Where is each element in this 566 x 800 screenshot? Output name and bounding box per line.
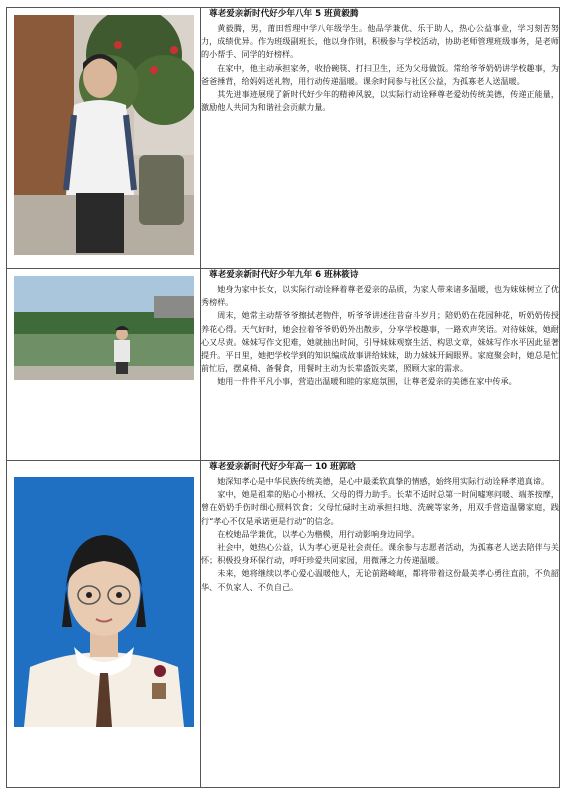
profile-text: [201, 269, 560, 461]
profile-paragraph: 她用一件件平凡小事，营造出温暖和睦的家庭氛围，让尊老爱亲的美德在家中传承。: [217, 376, 517, 387]
profile-photo: [14, 15, 194, 255]
profile-paragraph: 其先进事迹展现了新时代好少年的精神风貌，以实际行动诠释尊老爱幼传统美德，传递正能量，激励他人共同为和谐社会贡献力量。: [201, 89, 559, 113]
profile-paragraph: 在校她品学兼优，以孝心为楷模，用行动影响身边同学。: [217, 528, 420, 539]
profile-paragraph: 她身为家中长女，以实际行动诠释着尊老爱亲的品质，为家人带来诸多温暖，也为妹妹树立了优秀榜样。: [201, 284, 559, 308]
photo-cell: [7, 8, 201, 269]
profile-row: [7, 461, 560, 788]
profile-paragraph: 未来，她将继续以孝心爱心温暖他人，无论前路崎岖，都将带着这份最美孝心勇往直前，不负韶华、不负家人、不负自己。: [201, 568, 559, 592]
profile-paragraph: 家中，她是祖辈的贴心小棉袄、父母的得力助手。长辈不适时总第一时间嘘寒问暖、端茶按摩，曾在奶奶手伤时细心照料饮食；父母忙碌时主动承担扫地、洗碗等家务，用双手营造温馨家庭，践行“孝心不仅是承诺更是行动”的信念。: [201, 489, 559, 526]
profile-photo: [14, 477, 194, 727]
profile-paragraph: 黄毅腾，男，莆田哲理中学八年级学生。他品学兼优、乐于助人，热心公益事业，学习刻苦努力，成绩优异。作为班级副班长，他以身作则，积极参与学校活动，协助老师管理班级事务，是老师的小帮手、同学的好榜样。: [201, 23, 559, 60]
profile-paragraph: 在家中，他主动承担家务，收拾碗筷、打扫卫生，还为父母做饭。常给爷爷奶奶讲学校趣事，为爸爸捶背，给妈妈送礼物，用行动传递温暖。课余时间参与社区公益，为孤寡老人送温暖。: [201, 62, 559, 86]
profile-text: [201, 461, 560, 788]
profile-row: [7, 8, 560, 269]
profile-paragraph: 社会中，她热心公益，认为孝心更是社会责任。课余参与志愿者活动，为孤寡老人送去陪伴与关怀；积极投身环保行动，呼吁珍爱共同家园，用微薄之力传递温暖。: [201, 542, 559, 566]
profile-title: 尊老爱亲新时代好少年九年 6 班林筱诗: [209, 270, 359, 280]
profile-paragraph: 她深知孝心是中华民族传统美德，是心中最柔软真挚的情感，始终用实际行动诠释孝道真谛。: [217, 476, 550, 486]
profiles-table: [6, 7, 560, 788]
profile-paragraph: 周末，她常主动帮爷爷擦拭老物件，听爷爷讲述往昔奋斗岁月；陪奶奶在花园种花，听奶奶传授养花心得。天气好时，她会拉着爷爷奶奶外出散步，分享学校趣事，一路欢声笑语。对待妹妹，她耐心又尽责。妹妹写作文犯难，她就抽出时间，引导妹妹观察生活、构思文章，妹妹写作水平因此显著提升。平日里，她把学校学到的知识编成故事讲给妹妹，助力妹妹开阔眼界。家庭聚会时，她总是忙前忙后，摆桌椅、备餐食，用餐时主动为长辈盛饭夹菜，照顾大家的需求。: [201, 310, 559, 374]
photo-cell: [7, 269, 201, 461]
photo-cell: [7, 461, 201, 788]
profile-text: [201, 8, 560, 269]
profile-title: 尊老爱亲新时代好少年八年 5 班黄毅腾: [209, 9, 359, 19]
profile-row: [7, 269, 560, 461]
profile-title: 尊老爱亲新时代好少年高一 10 班郭晗: [209, 462, 356, 472]
profile-photo: [14, 276, 194, 380]
